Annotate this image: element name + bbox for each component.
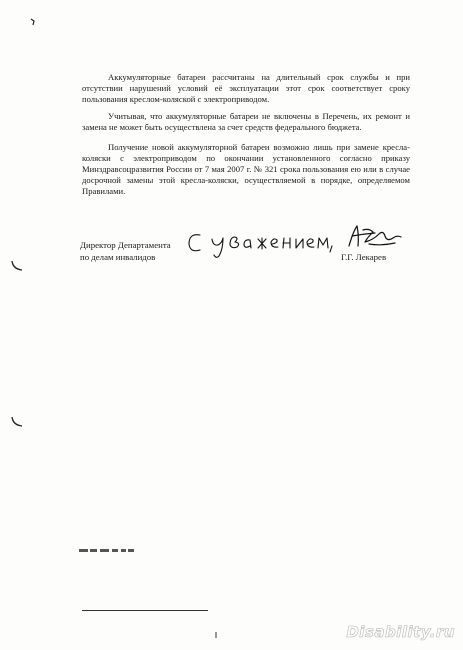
signatory-title-line2: по делам инвалидов bbox=[80, 252, 156, 262]
punch-hole-mark-lower bbox=[10, 416, 24, 428]
scan-speck-bottom bbox=[214, 632, 218, 638]
paragraph-not-in-list: Учитывая, что аккумуляторные батареи не включены в Перечень, их ремонт и замена не может быть осуществлена за счет средств федерального бюджета. bbox=[82, 111, 410, 132]
paragraph-replacement-conditions: Получение новой аккумуляторной батареи возможно лишь при замене кресла-коляски с электроприводом по окончании установленного согласно приказу Минздравсоцразвития России от 7 мая 2007 г. № 321 срока пользования ею или в случае досрочной замены этой кресла-коляски, осуществляемой в порядке, определяемом Правилами. bbox=[82, 142, 410, 196]
paragraph-battery-lifetime: Аккумуляторные батареи рассчитаны на длительный срок службы и при отсутствии нарушений условий её эксплуатации этот срок соответствует сроку пользования креслом-коляской с электроприводом. bbox=[82, 72, 410, 104]
punch-hole-mark-upper bbox=[10, 260, 24, 272]
document-code-marking bbox=[79, 548, 135, 554]
footer-rule bbox=[82, 610, 208, 611]
site-watermark: Disability.ru bbox=[346, 623, 455, 641]
handwritten-regards-note bbox=[186, 229, 336, 259]
signatory-name: Г.Г. Лекарев bbox=[341, 252, 387, 262]
signatory-title-line1: Директор Департамента bbox=[80, 240, 171, 250]
scan-speck-mark bbox=[30, 18, 36, 26]
handwritten-signature bbox=[345, 222, 403, 252]
